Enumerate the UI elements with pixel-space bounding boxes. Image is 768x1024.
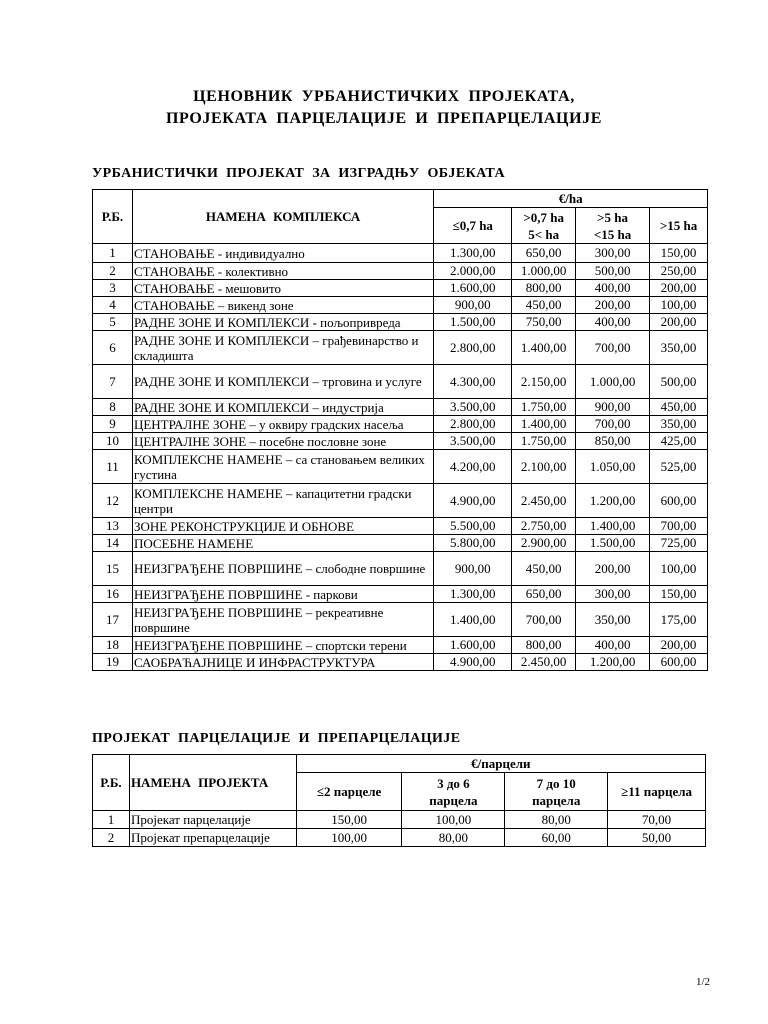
price-col-3: 1.200,00 — [576, 484, 650, 518]
price-col-4: 350,00 — [650, 416, 708, 433]
price-col-3: 500,00 — [576, 263, 650, 280]
row-purpose: РАДНЕ ЗОНЕ И КОМПЛЕКСИ – трговина и услуге — [132, 365, 433, 399]
row-purpose: ПОСЕБНЕ НАМЕНЕ — [132, 535, 433, 552]
document-title-line-2: ПРОЈЕКАТА ПАРЦЕЛАЦИЈЕ И ПРЕПАРЦЕЛАЦИЈЕ — [166, 110, 602, 127]
price-col-2: 1.400,00 — [512, 416, 576, 433]
row-number: 19 — [93, 654, 133, 671]
price-col-4: 700,00 — [650, 518, 708, 535]
price-col-4: 450,00 — [650, 399, 708, 416]
price-col-3: 900,00 — [576, 399, 650, 416]
price-col-3: 80,00 — [505, 811, 608, 829]
row-number: 3 — [93, 280, 133, 297]
header-size-4: >15 ha — [650, 208, 708, 244]
row-number: 13 — [93, 518, 133, 535]
header-size-3: >5 ha <15 ha — [576, 208, 650, 244]
price-col-4: 200,00 — [650, 637, 708, 654]
price-col-2: 100,00 — [402, 811, 505, 829]
price-col-3: 400,00 — [576, 637, 650, 654]
table-row — [93, 280, 708, 297]
row-purpose: КОМПЛЕКСНЕ НАМЕНЕ – капацитетни градски центри — [132, 484, 433, 518]
price-col-2: 650,00 — [512, 586, 576, 603]
table-row — [93, 637, 708, 654]
price-col-1: 1.600,00 — [434, 280, 512, 297]
price-col-3: 300,00 — [576, 244, 650, 263]
price-col-3: 1.500,00 — [576, 535, 650, 552]
row-number: 16 — [93, 586, 133, 603]
price-col-4: 200,00 — [650, 314, 708, 331]
table-row — [93, 416, 708, 433]
row-purpose: ЦЕНТРАЛНЕ ЗОНЕ – посебне пословне зоне — [132, 433, 433, 450]
row-number: 2 — [93, 263, 133, 280]
header-rb: Р.Б. — [93, 190, 133, 244]
price-col-2: 800,00 — [512, 637, 576, 654]
price-col-3: 850,00 — [576, 433, 650, 450]
price-col-1: 2.800,00 — [434, 416, 512, 433]
row-purpose: ЗОНЕ РЕКОНСТРУКЦИЈЕ И ОБНОВЕ — [132, 518, 433, 535]
price-col-4: 150,00 — [650, 586, 708, 603]
table-row — [93, 399, 708, 416]
row-purpose: РАДНЕ ЗОНЕ И КОМПЛЕКСИ – индустрија — [132, 399, 433, 416]
section-2-heading: ПРОЈЕКАТ ПАРЦЕЛАЦИЈЕ И ПРЕПАРЦЕЛАЦИЈЕ — [92, 731, 461, 746]
price-col-3: 200,00 — [576, 552, 650, 586]
row-number: 14 — [93, 535, 133, 552]
header-purpose: НАМЕНА КОМПЛЕКСА — [132, 190, 433, 244]
document-title-line-1: ЦЕНОВНИК УРБАНИСТИЧКИХ ПРОЈЕКАТА, — [193, 88, 575, 105]
price-col-2: 750,00 — [512, 314, 576, 331]
price-col-1: 3.500,00 — [434, 399, 512, 416]
table-row — [93, 586, 708, 603]
price-col-2: 2.450,00 — [512, 484, 576, 518]
row-number: 1 — [93, 244, 133, 263]
price-table-parcelation — [92, 754, 706, 847]
row-number: 2 — [93, 829, 130, 847]
price-col-3: 400,00 — [576, 314, 650, 331]
row-purpose: СТАНОВАЊЕ - мешовито — [132, 280, 433, 297]
price-col-4: 150,00 — [650, 244, 708, 263]
price-col-3: 1.400,00 — [576, 518, 650, 535]
table-row — [93, 331, 708, 365]
price-col-3: 700,00 — [576, 416, 650, 433]
price-col-4: 100,00 — [650, 552, 708, 586]
row-number: 1 — [93, 811, 130, 829]
header-parcels-3: 7 до 10 парцела — [505, 773, 608, 811]
price-col-2: 450,00 — [512, 552, 576, 586]
price-col-1: 900,00 — [434, 297, 512, 314]
table-row — [93, 518, 708, 535]
row-number: 7 — [93, 365, 133, 399]
header-rb: Р.Б. — [93, 755, 130, 811]
price-col-2: 450,00 — [512, 297, 576, 314]
table-row — [93, 829, 706, 847]
row-number: 18 — [93, 637, 133, 654]
price-col-2: 2.450,00 — [512, 654, 576, 671]
row-purpose: НЕИЗГРАЂЕНЕ ПОВРШИНЕ - паркови — [132, 586, 433, 603]
row-purpose: СТАНОВАЊЕ – викенд зоне — [132, 297, 433, 314]
price-col-4: 70,00 — [608, 811, 706, 829]
price-col-4: 200,00 — [650, 280, 708, 297]
row-purpose: СТАНОВАЊЕ - колективно — [132, 263, 433, 280]
price-col-2: 2.750,00 — [512, 518, 576, 535]
row-purpose: САОБРАЋАЈНИЦЕ И ИНФРАСТРУКТУРА — [132, 654, 433, 671]
header-parcels-1: ≤2 парцеле — [296, 773, 402, 811]
row-number: 11 — [93, 450, 133, 484]
price-col-4: 500,00 — [650, 365, 708, 399]
row-number: 6 — [93, 331, 133, 365]
price-col-1: 2.800,00 — [434, 331, 512, 365]
row-purpose: РАДНЕ ЗОНЕ И КОМПЛЕКСИ – грађевинарство и складишта — [132, 331, 433, 365]
header-size-2: >0,7 ha 5< ha — [512, 208, 576, 244]
price-col-2: 2.150,00 — [512, 365, 576, 399]
price-col-2: 2.100,00 — [512, 450, 576, 484]
table-row — [93, 484, 708, 518]
row-purpose: НЕИЗГРАЂЕНЕ ПОВРШИНЕ – рекреативне површине — [132, 603, 433, 637]
row-number: 9 — [93, 416, 133, 433]
header-project-purpose: НАМЕНА ПРОЈЕКТА — [129, 755, 296, 811]
table-row — [93, 263, 708, 280]
price-col-2: 80,00 — [402, 829, 505, 847]
price-col-2: 650,00 — [512, 244, 576, 263]
price-col-4: 425,00 — [650, 433, 708, 450]
table-row — [93, 314, 708, 331]
row-number: 15 — [93, 552, 133, 586]
price-col-3: 300,00 — [576, 586, 650, 603]
price-col-2: 2.900,00 — [512, 535, 576, 552]
row-purpose: НЕИЗГРАЂЕНЕ ПОВРШИНЕ – слободне површине — [132, 552, 433, 586]
table-row — [93, 244, 708, 263]
price-col-4: 600,00 — [650, 654, 708, 671]
price-col-1: 4.900,00 — [434, 654, 512, 671]
table-row — [93, 552, 708, 586]
price-col-1: 4.900,00 — [434, 484, 512, 518]
price-col-4: 350,00 — [650, 331, 708, 365]
row-number: 12 — [93, 484, 133, 518]
price-col-1: 2.000,00 — [434, 263, 512, 280]
price-col-2: 700,00 — [512, 603, 576, 637]
row-purpose: СТАНОВАЊЕ - индивидуално — [132, 244, 433, 263]
price-table-urban-projects — [92, 189, 708, 671]
row-purpose: Пројекат парцелације — [129, 811, 296, 829]
price-col-4: 725,00 — [650, 535, 708, 552]
price-col-2: 1.750,00 — [512, 399, 576, 416]
row-purpose: ЦЕНТРАЛНЕ ЗОНЕ – у оквиру градских насеља — [132, 416, 433, 433]
price-col-2: 1.000,00 — [512, 263, 576, 280]
header-parcels-2: 3 до 6 парцела — [402, 773, 505, 811]
price-col-4: 600,00 — [650, 484, 708, 518]
header-price-per-parcel: €/парцели — [296, 755, 705, 773]
price-col-2: 1.750,00 — [512, 433, 576, 450]
price-col-1: 4.200,00 — [434, 450, 512, 484]
price-col-1: 900,00 — [434, 552, 512, 586]
price-col-3: 350,00 — [576, 603, 650, 637]
price-col-1: 100,00 — [296, 829, 402, 847]
table-row — [93, 433, 708, 450]
price-col-4: 525,00 — [650, 450, 708, 484]
price-col-3: 60,00 — [505, 829, 608, 847]
row-number: 5 — [93, 314, 133, 331]
price-col-1: 1.300,00 — [434, 244, 512, 263]
price-col-2: 800,00 — [512, 280, 576, 297]
table-row — [93, 654, 708, 671]
price-col-1: 150,00 — [296, 811, 402, 829]
price-col-3: 1.200,00 — [576, 654, 650, 671]
row-purpose: КОМПЛЕКСНЕ НАМЕНЕ – са становањем великих густина — [132, 450, 433, 484]
price-col-3: 1.050,00 — [576, 450, 650, 484]
price-col-1: 4.300,00 — [434, 365, 512, 399]
price-col-3: 1.000,00 — [576, 365, 650, 399]
row-number: 17 — [93, 603, 133, 637]
table-row — [93, 603, 708, 637]
table-row — [93, 365, 708, 399]
header-size-1: ≤0,7 ha — [434, 208, 512, 244]
row-purpose: РАДНЕ ЗОНЕ И КОМПЛЕКСИ - пољопривреда — [132, 314, 433, 331]
row-number: 8 — [93, 399, 133, 416]
header-price-per-ha: €/ha — [434, 190, 708, 208]
table-row — [93, 535, 708, 552]
price-col-3: 400,00 — [576, 280, 650, 297]
price-col-1: 3.500,00 — [434, 433, 512, 450]
price-col-1: 1.300,00 — [434, 586, 512, 603]
price-col-3: 200,00 — [576, 297, 650, 314]
row-number: 10 — [93, 433, 133, 450]
row-purpose: НЕИЗГРАЂЕНЕ ПОВРШИНЕ – спортски терени — [132, 637, 433, 654]
price-col-4: 175,00 — [650, 603, 708, 637]
price-col-4: 250,00 — [650, 263, 708, 280]
price-col-4: 50,00 — [608, 829, 706, 847]
price-col-2: 1.400,00 — [512, 331, 576, 365]
section-1-heading: УРБАНИСТИЧКИ ПРОЈЕКАТ ЗА ИЗГРАДЊУ ОБЈЕКАТА — [92, 166, 505, 181]
table-row — [93, 811, 706, 829]
table-row — [93, 450, 708, 484]
price-col-1: 1.400,00 — [434, 603, 512, 637]
row-number: 4 — [93, 297, 133, 314]
price-col-1: 1.500,00 — [434, 314, 512, 331]
price-col-1: 5.500,00 — [434, 518, 512, 535]
page-number: 1/2 — [696, 976, 711, 988]
price-col-1: 1.600,00 — [434, 637, 512, 654]
price-col-1: 5.800,00 — [434, 535, 512, 552]
table-row — [93, 297, 708, 314]
row-purpose: Пројекат препарцелације — [129, 829, 296, 847]
price-col-4: 100,00 — [650, 297, 708, 314]
header-parcels-4: ≥11 парцела — [608, 773, 706, 811]
price-col-3: 700,00 — [576, 331, 650, 365]
